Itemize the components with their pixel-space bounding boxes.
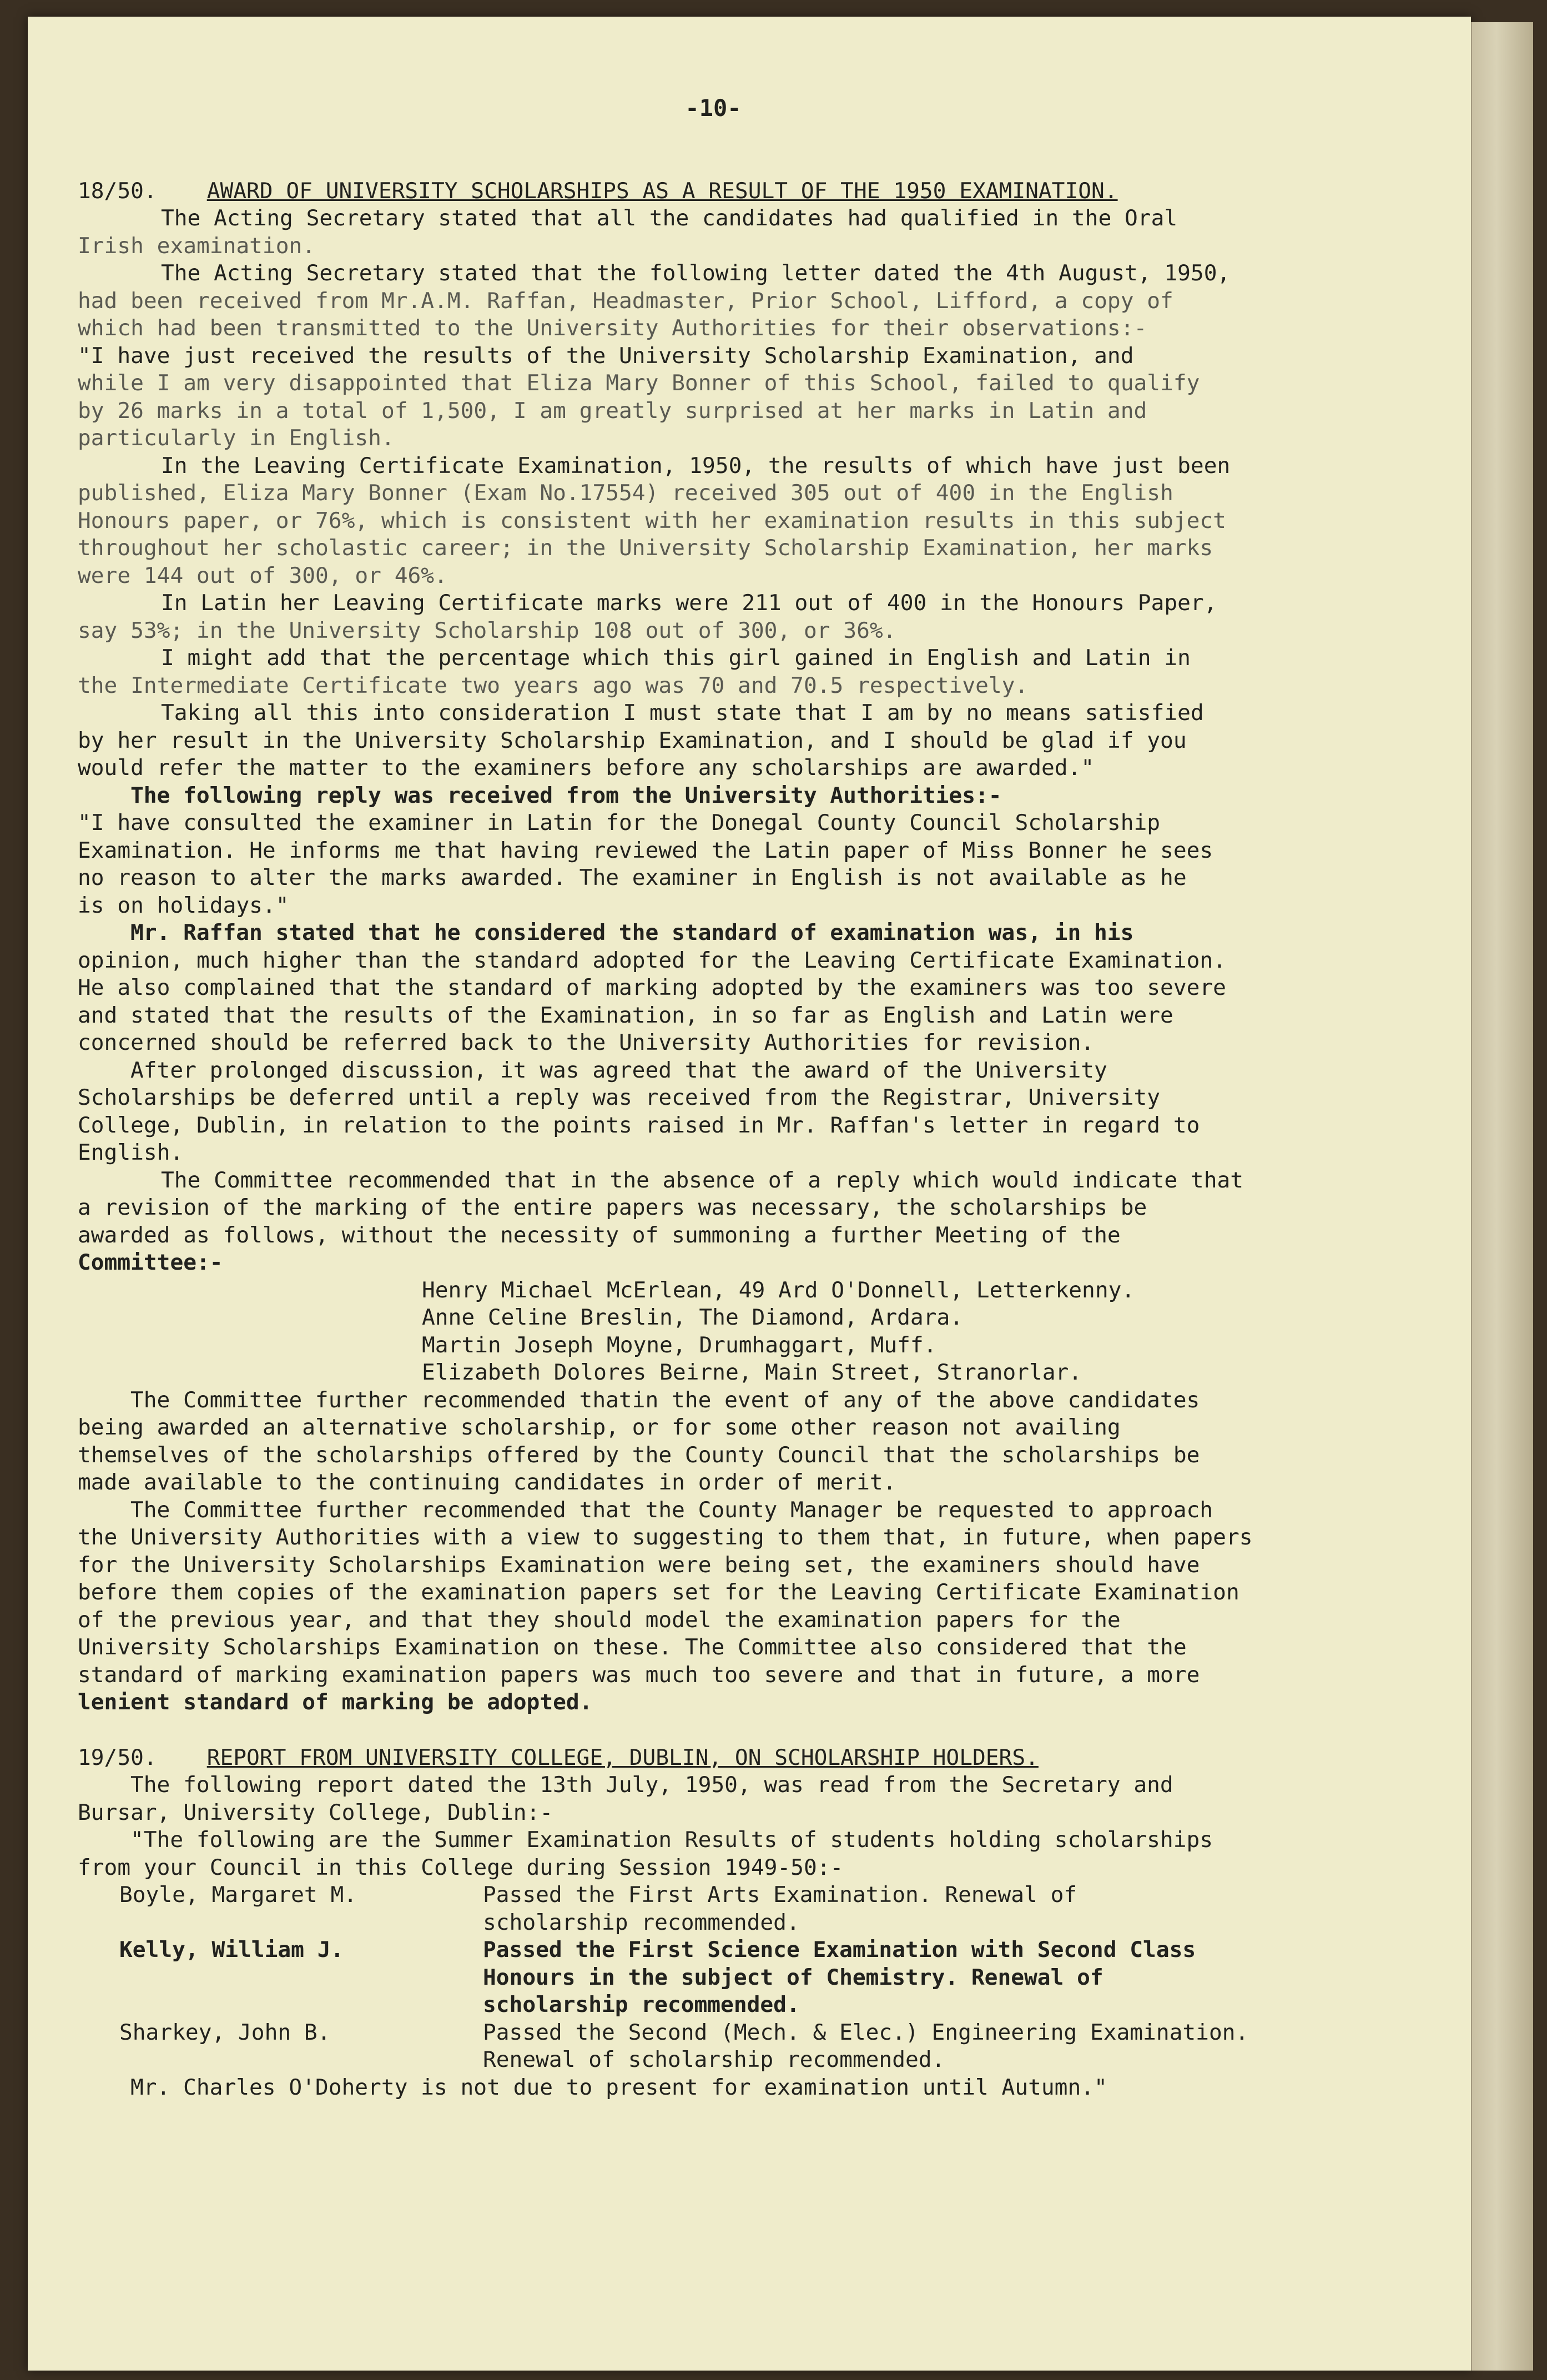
text-line: The following report dated the 13th July, 1950, was read from the Secretary and xyxy=(130,1772,1173,1798)
text-line: Mr. Raffan stated that he considered the standard of examination was, in his xyxy=(130,920,1134,945)
text-line: and stated that the results of the Examination, in so far as English and Latin were xyxy=(78,1002,1173,1028)
text-line: Examination. He informs me that having reviewed the Latin paper of Miss Bonner he sees xyxy=(78,837,1213,863)
document-body xyxy=(78,94,1349,2101)
text-line: would refer the matter to the examiners before any scholarships are awarded." xyxy=(78,755,1095,781)
text-line: throughout her scholastic career; in the University Scholarship Examination, her marks xyxy=(78,535,1213,561)
text-line: no reason to alter the marks awarded. The examiner in English is not available as he xyxy=(78,865,1187,890)
student-name: Boyle, Margaret M. xyxy=(119,1882,357,1908)
text-line: before them copies of the examination papers set for the Leaving Certificate Examination xyxy=(78,1579,1239,1605)
section-title: REPORT FROM UNIVERSITY COLLEGE, DUBLIN, ON SCHOLARSHIP HOLDERS. xyxy=(206,1744,1039,1770)
text-line: opinion, much higher than the standard adopted for the Leaving Certificate Examination. xyxy=(78,947,1226,973)
text-line: themselves of the scholarships offered by the County Council that the scholarships be xyxy=(78,1442,1200,1468)
result-text xyxy=(483,1936,1349,2019)
text-line: were 144 out of 300, or 46%. xyxy=(78,562,447,588)
text-line: for the University Scholarships Examination were being set, the examiners should have xyxy=(78,1552,1200,1578)
text-line: while I am very disappointed that Eliza Mary Bonner of this School, failed to qualify xyxy=(78,370,1200,396)
recipient-line: Anne Celine Breslin, The Diamond, Ardara. xyxy=(422,1305,964,1330)
text-line: The following reply was received from the University Authorities:- xyxy=(130,782,1002,808)
text-line: "I have just received the results of the University Scholarship Examination, and xyxy=(78,343,1134,369)
page-edge xyxy=(1471,22,1533,2371)
section-heading-19-50 xyxy=(78,1744,1349,1772)
result-line: scholarship recommended. xyxy=(483,1909,800,1935)
student-name: Sharkey, John B. xyxy=(119,2019,331,2045)
text-line: of the previous year, and that they should model the examination papers for the xyxy=(78,1607,1121,1633)
result-line: scholarship recommended. xyxy=(483,1992,800,2017)
text-line: is on holidays." xyxy=(78,892,289,918)
text-line: concerned should be referred back to the University Authorities for revision. xyxy=(78,1030,1095,1055)
result-text xyxy=(483,2019,1349,2074)
text-line: After prolonged discussion, it was agreed that the award of the University xyxy=(130,1057,1107,1083)
result-row xyxy=(78,1936,1349,2019)
text-line: The Acting Secretary stated that the following letter dated the 4th August, 1950, xyxy=(161,260,1231,286)
text-line: "The following are the Summer Examination Results of students holding scholarships xyxy=(130,1827,1213,1853)
text-line: which had been transmitted to the University Authorities for their observations:- xyxy=(78,315,1147,341)
result-line: Passed the First Science Examination with Second Class xyxy=(483,1937,1196,1963)
result-line: Passed the First Arts Examination. Renewal of xyxy=(483,1882,1077,1908)
text-line: by 26 marks in a total of 1,500, I am greatly surprised at her marks in Latin and xyxy=(78,397,1147,424)
text-line: lenient standard of marking be adopted. xyxy=(78,1689,593,1715)
section-number: 18/50. xyxy=(78,178,157,204)
text-line: Taking all this into consideration I must state that I am by no means satisfied xyxy=(161,700,1204,726)
text-line: particularly in English. xyxy=(78,425,395,451)
recipient-line: Martin Joseph Moyne, Drumhaggart, Muff. xyxy=(422,1332,937,1358)
text-line: from your Council in this College during Session 1949-50:- xyxy=(78,1854,844,1880)
text-line: had been received from Mr.A.M. Raffan, Headmaster, Prior School, Lifford, a copy of xyxy=(78,288,1173,314)
text-line: In the Leaving Certificate Examination, 1950, the results of which have just been xyxy=(161,452,1231,479)
text-line: Honours paper, or 76%, which is consistent with her examination results in this subject xyxy=(78,507,1226,534)
text-line: College, Dublin, in relation to the points raised in Mr. Raffan's letter in regard to xyxy=(78,1112,1200,1138)
text-line: "I have consulted the examiner in Latin for the Donegal County Council Scholarship xyxy=(78,810,1161,836)
result-line: Renewal of scholarship recommended. xyxy=(483,2047,945,2072)
text-line: The Committee further recommended thatin the event of any of the above candidates xyxy=(130,1387,1200,1413)
text-line: say 53%; in the University Scholarship 108 out of 300, or 36%. xyxy=(78,617,896,643)
text-line: Irish examination. xyxy=(78,233,316,259)
text-line: being awarded an alternative scholarship, or for some other reason not availing xyxy=(78,1415,1121,1440)
recipient-line: Elizabeth Dolores Beirne, Main Street, Stranorlar. xyxy=(422,1360,1082,1385)
text-line: University Scholarships Examination on these. The Committee also considered that the xyxy=(78,1634,1187,1660)
recipient-line: Henry Michael McErlean, 49 Ard O'Donnell, Letterkenny. xyxy=(422,1277,1135,1303)
text-line: The Committee recommended that in the absence of a reply which would indicate that xyxy=(161,1167,1244,1193)
result-text xyxy=(483,1881,1349,1936)
result-row xyxy=(78,2019,1349,2074)
section-title: AWARD OF UNIVERSITY SCHOLARSHIPS AS A RESULT OF THE 1950 EXAMINATION. xyxy=(206,178,1118,204)
text-line: The Acting Secretary stated that all the candidates had qualified in the Oral xyxy=(161,205,1178,231)
text-line: I might add that the percentage which this girl gained in English and Latin in xyxy=(161,645,1191,671)
result-row xyxy=(78,1881,1349,1936)
text-line: In Latin her Leaving Certificate marks were 211 out of 400 in the Honours Paper, xyxy=(161,590,1217,616)
student-name: Kelly, William J. xyxy=(119,1937,344,1963)
text-line: Bursar, University College, Dublin:- xyxy=(78,1799,553,1825)
result-line: Passed the Second (Mech. & Elec.) Engineering Examination. xyxy=(483,2019,1249,2045)
text-line: Scholarships be deferred until a reply was received from the Registrar, University xyxy=(78,1085,1161,1110)
text-line: the Intermediate Certificate two years ago was 70 and 70.5 respectively. xyxy=(78,672,1029,698)
text-line: the University Authorities with a view to suggesting to them that, in future, when papers xyxy=(78,1524,1253,1550)
text-line: by her result in the University Scholarship Examination, and I should be glad if you xyxy=(78,727,1187,753)
section-heading-18-50 xyxy=(78,178,1349,205)
section-number: 19/50. xyxy=(78,1744,157,1770)
text-line: Committee:- xyxy=(78,1250,223,1275)
text-line: The Committee further recommended that the County Manager be requested to approach xyxy=(130,1497,1213,1523)
text-line: made available to the continuing candidates in order of merit. xyxy=(78,1470,896,1495)
text-line: a revision of the marking of the entire papers was necessary, the scholarships be xyxy=(78,1195,1147,1220)
text-line: published, Eliza Mary Bonner (Exam No.17554) received 305 out of 400 in the English xyxy=(78,480,1173,506)
closing-line: Mr. Charles O'Doherty is not due to present for examination until Autumn." xyxy=(130,2074,1107,2100)
result-line: Honours in the subject of Chemistry. Renewal of xyxy=(483,1964,1103,1990)
text-line: He also complained that the standard of marking adopted by the examiners was too severe xyxy=(78,975,1226,1000)
text-line: standard of marking examination papers was much too severe and that in future, a more xyxy=(78,1662,1200,1688)
text-line: awarded as follows, without the necessity of summoning a further Meeting of the xyxy=(78,1222,1121,1248)
text-line: English. xyxy=(78,1140,184,1165)
page-number: -10- xyxy=(685,94,742,122)
